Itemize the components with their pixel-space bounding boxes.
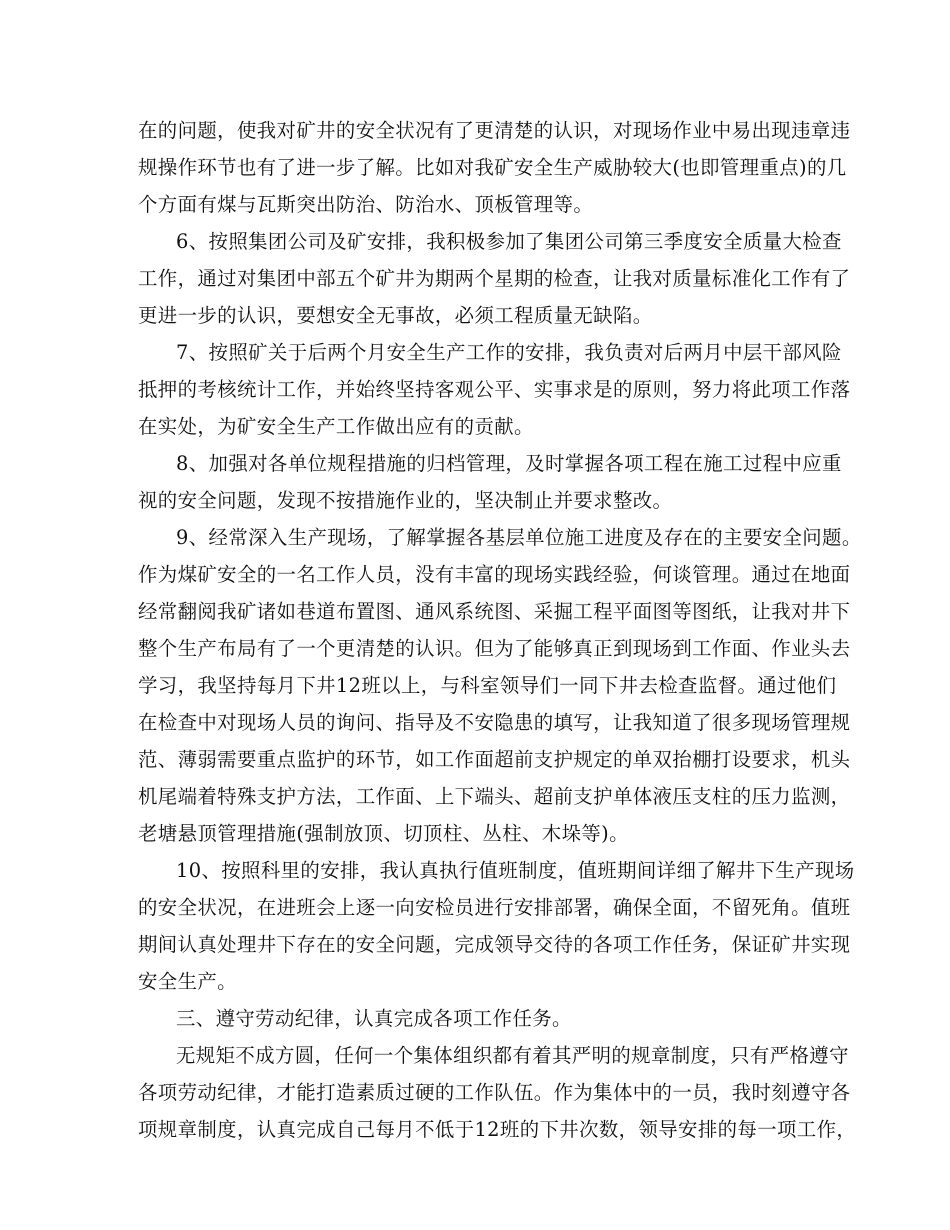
paragraph-item-8: [138, 445, 842, 519]
text-line: 在检查中对现场人员的询问、指导及不安隐患的填写，让我知道了很多现场管理规: [138, 711, 851, 734]
text-line: 老塘悬顶管理措施(强制放顶、切顶柱、丛柱、木垛等)。: [138, 822, 629, 845]
text-line: 期间认真处理井下存在的安全问题，完成领导交待的各项工作任务，保证矿井实现: [138, 933, 851, 956]
text-line: 安全生产。: [138, 970, 237, 993]
text-line: 项规章制度，认真完成自己每月不低于12班的下井次数，领导安排的每一项工作，: [138, 1118, 857, 1141]
text-line: 在实处，为矿安全生产工作做出应有的贡献。: [138, 415, 534, 438]
text-line: 整个生产布局有了一个更清楚的认识。但为了能够真正到现场到工作面、作业头去: [138, 637, 851, 660]
text-line: 工作，通过对集团中部五个矿井为期两个星期的检查，让我对质量标准化工作有了: [138, 267, 851, 290]
text-line: 6、按照集团公司及矿安排，我积极参加了集团公司第三季度安全质量大检查: [176, 230, 842, 253]
paragraph-item-10: [138, 852, 855, 1000]
text-line: 作为煤矿安全的一名工作人员，没有丰富的现场实践经验，何谈管理。通过在地面: [138, 563, 851, 586]
text-line: 更进一步的认识，要想安全无事故，必须工程质量无缺陷。: [138, 304, 653, 327]
text-line: 机尾端着特殊支护方法，工作面、上下端头、超前支护单体液压支柱的压力监测，: [138, 785, 851, 808]
text-line: 个方面有煤与瓦斯突出防治、防治水、顶板管理等。: [138, 193, 594, 216]
text-line: 的安全状况，在进班会上逐一向安检员进行安排部署，确保全面，不留死角。值班: [138, 896, 851, 919]
document-body: [138, 112, 862, 1148]
paragraph-item-7: [138, 334, 851, 445]
text-line: 抵押的考核统计工作，并始终坚持客观公平、实事求是的原则，努力将此项工作落: [138, 378, 851, 401]
paragraph-labor-discipline: [138, 1037, 857, 1148]
text-line: 范、薄弱需要重点监护的环节，如工作面超前支护规定的单双抬棚打设要求，机头: [138, 748, 851, 771]
paragraph-item-6: [138, 223, 851, 334]
text-line: 规操作环节也有了进一步了解。比如对我矿安全生产威胁较大(也即管理重点)的几: [138, 156, 847, 179]
text-line: 经常翻阅我矿诸如巷道布置图、通风系统图、采掘工程平面图等图纸，让我对井下: [138, 600, 851, 623]
text-line: 学习，我坚持每月下井12班以上，与科室领导们一同下井去检查监督。通过他们: [138, 674, 837, 697]
paragraph-item-9: [138, 519, 862, 852]
section-heading-3: [138, 1000, 828, 1037]
text-line: 在的问题，使我对矿井的安全状况有了更清楚的认识，对现场作业中易出现违章违: [138, 119, 851, 142]
text-line: 无规矩不成方圆，任何一个集体组织都有着其严明的规章制度，只有严格遵守: [176, 1044, 849, 1067]
text-line: 9、经常深入生产现场，了解掌握各基层单位施工进度及存在的主要安全问题。: [176, 526, 862, 549]
text-line: 三、遵守劳动纪律，认真完成各项工作任务。: [176, 1007, 572, 1030]
text-line: 8、加强对各单位规程措施的归档管理，及时掌握各项工程在施工过程中应重: [176, 452, 842, 475]
text-line: 各项劳动纪律，才能打造素质过硬的工作队伍。作为集体中的一员，我时刻遵守各: [138, 1081, 851, 1104]
text-line: 视的安全问题，发现不按措施作业的，坚决制止并要求整改。: [138, 489, 673, 512]
paragraph-safety-awareness: [138, 112, 851, 223]
text-line: 10、按照科里的安排，我认真执行值班制度，值班期间详细了解井下生产现场: [176, 859, 855, 882]
text-line: 7、按照矿关于后两个月安全生产工作的安排，我负责对后两月中层干部风险: [176, 341, 842, 364]
